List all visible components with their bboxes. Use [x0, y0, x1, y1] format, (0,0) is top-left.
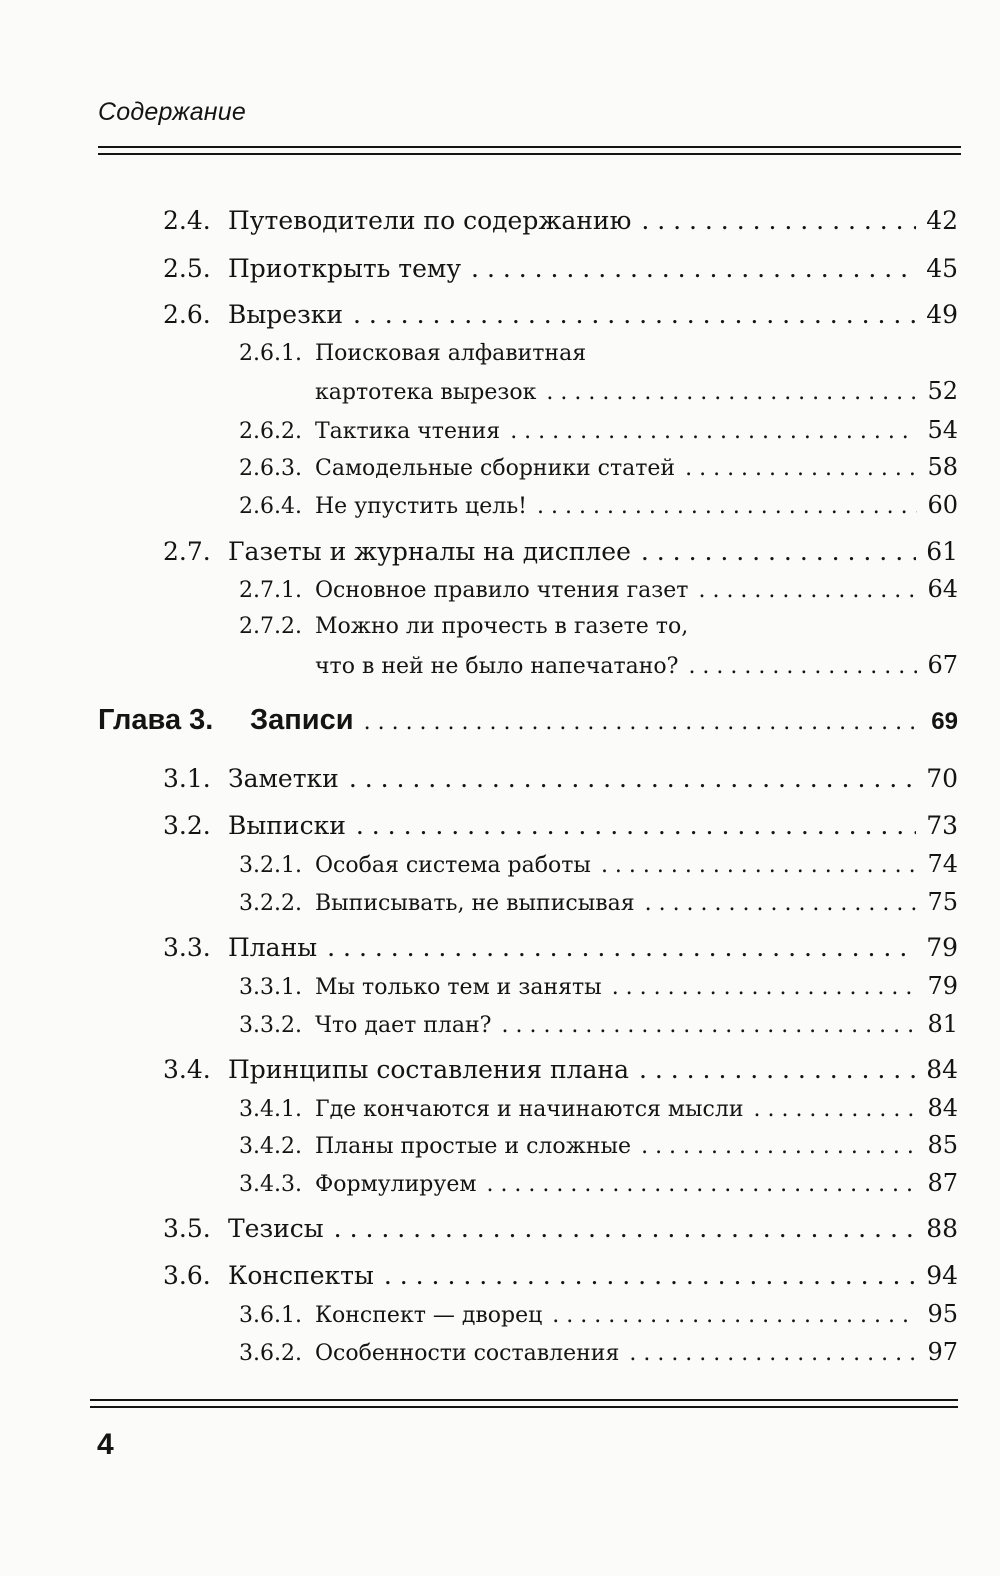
- toc-entry: [239, 1009, 958, 1041]
- header-rule: [98, 146, 961, 148]
- toc-entry: [163, 206, 958, 236]
- leader-dots: [641, 537, 916, 567]
- leader-dots: [546, 378, 917, 408]
- chapter-number: Глава 3.: [98, 704, 214, 736]
- toc-entry-page: 97: [927, 1338, 958, 1366]
- toc-entry-title: Формулируем: [315, 1172, 477, 1197]
- leader-dots: [552, 1301, 917, 1331]
- toc-entry-title: Мы только тем и заняты: [315, 975, 602, 1000]
- toc-entry-number: 3.3.: [163, 933, 211, 962]
- toc-entry-number: 2.7.2.: [239, 614, 302, 639]
- toc-entry-title: Вырезки: [228, 300, 343, 329]
- toc-entry-number: 3.6.: [163, 1261, 211, 1290]
- toc-entry: [163, 1214, 958, 1244]
- toc-entry-number: 3.3.2.: [239, 1013, 302, 1038]
- toc-entry: [239, 1337, 958, 1369]
- toc-entry-title: Что дает план?: [315, 1013, 492, 1038]
- leader-dots: [641, 1132, 917, 1162]
- leader-dots: [349, 764, 916, 794]
- toc-entry-number: 3.4.3.: [239, 1172, 302, 1197]
- toc-entry-title: Газеты и журналы на дисплее: [228, 537, 631, 566]
- toc-entry-page: 85: [927, 1131, 958, 1159]
- toc-entry: [163, 811, 958, 841]
- leader-dots: [327, 933, 916, 963]
- toc-entry: [239, 849, 958, 881]
- toc-entry-number: 3.3.1.: [239, 975, 302, 1000]
- toc-entry: [163, 1055, 958, 1085]
- toc-entry-number: 2.6.4.: [239, 494, 302, 519]
- toc-entry-page: 81: [927, 1010, 958, 1038]
- toc-entry-title: что в ней не было напечатано?: [315, 654, 679, 679]
- leader-dots: [486, 1170, 917, 1200]
- leader-dots: [645, 889, 918, 919]
- toc-entry: [163, 1261, 958, 1291]
- toc-entry-page: 60: [927, 491, 958, 519]
- toc-entry-page: 49: [926, 300, 958, 329]
- page-number: 4: [97, 1428, 114, 1461]
- toc-entry-page: 95: [927, 1300, 958, 1328]
- toc-entry: [239, 1093, 958, 1125]
- toc-entry: [163, 254, 958, 284]
- toc-entry-title: Особая система работы: [315, 853, 591, 878]
- toc-entry-number: 3.4.2.: [239, 1134, 302, 1159]
- toc-entry-page: 79: [927, 972, 958, 1000]
- toc-entry-page: 42: [926, 206, 958, 235]
- toc-entry-page: 87: [927, 1169, 958, 1197]
- leader-dots: [537, 492, 917, 522]
- toc-entry-number: 2.5.: [163, 254, 211, 283]
- toc-entry: [239, 415, 958, 447]
- toc-entry: [315, 376, 958, 408]
- toc-entry-title: Путеводители по содержанию: [228, 206, 632, 235]
- leader-dots: [601, 851, 918, 881]
- toc-entry-page: 67: [927, 651, 958, 679]
- toc-entry-page: 58: [927, 453, 958, 481]
- toc-entry: [239, 1130, 958, 1162]
- toc-entry-page: 69: [931, 708, 958, 735]
- toc-entry-number: 3.4.1.: [239, 1097, 302, 1122]
- toc-entry-title: Приоткрыть тему: [228, 254, 462, 283]
- toc-entry: [239, 1299, 958, 1331]
- toc-entry-title: Принципы составления плана: [228, 1055, 629, 1084]
- toc-entry-page: 79: [926, 933, 958, 962]
- toc-entry-number: 2.6.1.: [239, 341, 302, 366]
- toc-entry-title: Планы простые и сложные: [315, 1134, 632, 1159]
- leader-dots: [688, 652, 917, 682]
- toc-entry-title: Не упустить цель!: [315, 494, 528, 519]
- toc-entry-title: Заметки: [228, 764, 339, 793]
- leader-dots: [356, 811, 916, 841]
- footer-rule-thin: [90, 1399, 958, 1401]
- toc-entry: [163, 933, 958, 963]
- toc-entry: [239, 490, 958, 522]
- toc-entry-number: 3.5.: [163, 1214, 211, 1243]
- footer-rule: [90, 1406, 958, 1408]
- leader-dots: [334, 1214, 917, 1244]
- toc-entry-title: Выписки: [228, 811, 346, 840]
- toc-entry-page: 54: [927, 416, 958, 444]
- toc-entry-title: Выписывать, не выписывая: [315, 891, 635, 916]
- toc-entry: [163, 300, 958, 330]
- toc-entry-title: Планы: [228, 933, 318, 962]
- toc-entry-title: Тактика чтения: [315, 419, 501, 444]
- toc-entry-title: Особенности составления: [315, 1341, 620, 1366]
- leader-dots: [641, 206, 916, 236]
- toc-entry-number: 3.6.2.: [239, 1341, 302, 1366]
- toc-entry: [239, 887, 958, 919]
- toc-entry-number: 2.4.: [163, 206, 211, 235]
- leader-dots: [639, 1055, 916, 1085]
- toc-entry-title: картотека вырезок: [315, 380, 537, 405]
- toc-entry: [163, 537, 958, 567]
- toc-entry: [239, 1168, 958, 1200]
- toc-entry-title: Основное правило чтения газет: [315, 578, 689, 603]
- toc-entry-number: 3.1.: [163, 764, 211, 793]
- toc-entry-page: 45: [926, 254, 958, 283]
- leader-dots: [384, 1261, 916, 1291]
- leader-dots: [629, 1339, 917, 1369]
- toc-entry-title: Конспекты: [228, 1261, 374, 1290]
- toc-entry-number: 3.2.: [163, 811, 211, 840]
- running-header-title: Содержание: [98, 98, 246, 126]
- toc-entry-number: 2.7.1.: [239, 578, 302, 603]
- toc-entry-page: 61: [926, 537, 958, 566]
- toc-entry-page: 88: [926, 1214, 958, 1243]
- leader-dots: [612, 973, 918, 1003]
- leader-dots: [510, 417, 917, 447]
- toc-entry-page: 94: [926, 1261, 958, 1290]
- toc-entry-title-line1: Поисковая алфавитная: [315, 341, 587, 366]
- toc-entry-page: 84: [927, 1094, 958, 1122]
- toc-entry-number: 2.7.: [163, 537, 211, 566]
- toc-entry-number: 3.6.1.: [239, 1303, 302, 1328]
- toc-entry-page: 64: [927, 575, 958, 603]
- leader-dots: [685, 454, 917, 484]
- toc-entry-page: 75: [927, 888, 958, 916]
- toc-entry-number: 2.6.2.: [239, 419, 302, 444]
- toc-entry-title: Самодельные сборники статей: [315, 456, 676, 481]
- toc-entry-page: 52: [927, 377, 958, 405]
- leader-dots: [753, 1095, 917, 1125]
- toc-entry-first-line: [239, 612, 688, 642]
- toc-entry: [239, 574, 958, 606]
- toc-entry-title: Тезисы: [228, 1214, 324, 1243]
- chapter-title: Записи: [250, 704, 354, 736]
- toc-entry-page: 70: [926, 764, 958, 793]
- toc-chapter-entry: [98, 705, 958, 738]
- toc-entry: [239, 971, 958, 1003]
- toc-entry-title: Конспект — дворец: [315, 1303, 543, 1328]
- toc-entry: [163, 764, 958, 794]
- toc-entry-page: 84: [926, 1055, 958, 1084]
- toc-entry-first-line: [239, 339, 586, 369]
- toc-entry: [239, 452, 958, 484]
- toc-entry: [315, 650, 958, 682]
- toc-entry-number: 3.4.: [163, 1055, 211, 1084]
- toc-entry-number: 3.2.2.: [239, 891, 302, 916]
- leader-dots: [353, 300, 916, 330]
- toc-entry-number: 3.2.1.: [239, 853, 302, 878]
- toc-entry-title-line1: Можно ли прочесть в газете то,: [315, 614, 689, 639]
- leader-dots: [698, 576, 917, 606]
- toc-entry-number: 2.6.: [163, 300, 211, 329]
- toc-entry-page: 73: [926, 811, 958, 840]
- toc-entry-title: Где кончаются и начинаются мысли: [315, 1097, 744, 1122]
- leader-dots: [471, 254, 916, 284]
- toc-entry-number: 2.6.3.: [239, 456, 302, 481]
- leader-dots: [501, 1011, 917, 1041]
- leader-dots: [364, 708, 922, 738]
- header-rule-thin: [98, 153, 961, 155]
- toc-entry-page: 74: [927, 850, 958, 878]
